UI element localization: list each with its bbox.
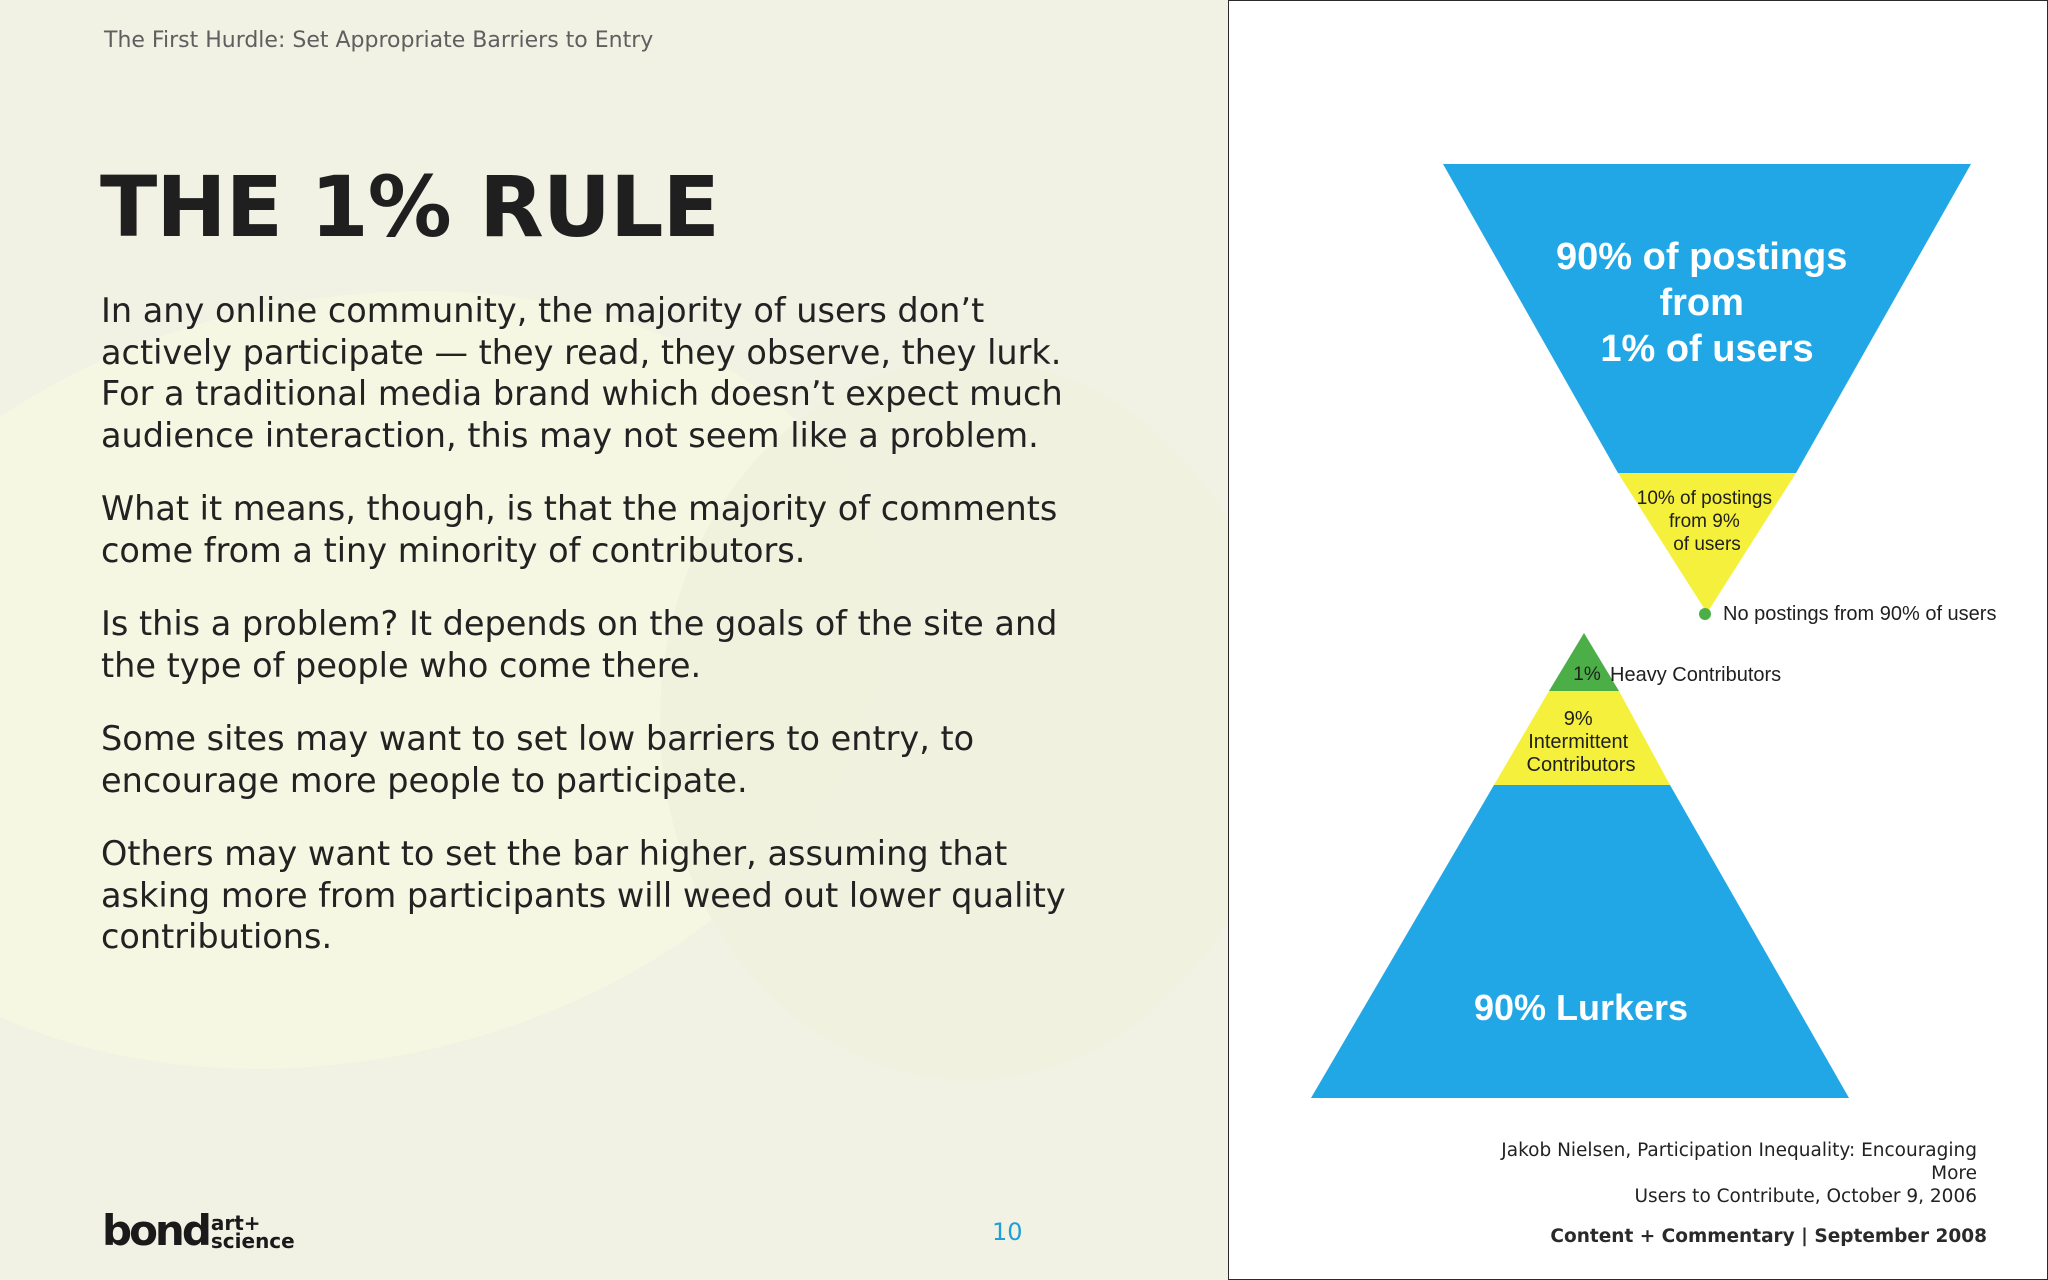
bottom-yellow-label-line: 9% xyxy=(1563,708,1593,730)
paragraph: Is this a problem? It depends on the goals of the site and the type of people who come there. xyxy=(101,604,1058,685)
paragraph: In any online community, the majority of users don’t actively participate — they read, they observe, they lurk. For a traditional media brand which doesn’t expect much audience interaction, this may not seem like a problem. xyxy=(101,291,1063,455)
logo-line: art+ xyxy=(210,1211,261,1235)
tip-label: No postings from 90% of users xyxy=(1723,603,1997,625)
top-blue-label-line: from xyxy=(1659,282,1744,324)
paragraph: Others may want to set the bar higher, assuming that asking more from participants will weed out lower quality contributions. xyxy=(101,834,1066,956)
section-title: The First Hurdle: Set Appropriate Barriers to Entry xyxy=(104,28,654,53)
logo-wordmark: bond xyxy=(102,1206,209,1255)
footer: Content + Commentary | September 2008 xyxy=(1550,1226,1987,1247)
tip-dot xyxy=(1699,608,1711,620)
green-label: 1% xyxy=(1573,664,1601,685)
bond-art-science-logo xyxy=(102,1200,295,1255)
bottom-yellow-label-line: Intermittent xyxy=(1528,731,1629,753)
citation-line: Users to Contribute, October 9, 2006 xyxy=(1634,1186,1977,1207)
logo-stack xyxy=(210,1211,295,1253)
bottom-yellow-label-line: Contributors xyxy=(1526,754,1636,776)
top-yellow-label-line: of users xyxy=(1673,534,1741,555)
bottom-triangle-blue xyxy=(1311,785,1849,1098)
paragraph: What it means, though, is that the majority of comments come from a tiny minority of contributors. xyxy=(101,489,1058,570)
logo-line: science xyxy=(210,1229,295,1253)
top-yellow-label-line: from 9% xyxy=(1668,511,1740,532)
body-text xyxy=(101,290,1081,990)
page-number: 10 xyxy=(992,1218,1023,1246)
heavy-contributors-label: Heavy Contributors xyxy=(1610,664,1782,686)
lurkers-label: 90% Lurkers xyxy=(1473,987,1689,1028)
top-blue-label-line: 90% of postings xyxy=(1556,236,1848,278)
participation-inequality-diagram xyxy=(1229,1,2047,1279)
paragraph: Some sites may want to set low barriers to entry, to encourage more people to participate. xyxy=(101,719,975,800)
diagram-panel xyxy=(1228,0,2048,1280)
top-blue-label-line: 1% of users xyxy=(1600,328,1814,370)
page-title: THE 1% RULE xyxy=(100,158,719,256)
top-yellow-label-line: 10% of postings xyxy=(1636,488,1772,509)
citation-line: Jakob Nielsen, Participation Inequality: Encouraging More xyxy=(1501,1140,1977,1184)
citation xyxy=(1457,1139,1977,1208)
